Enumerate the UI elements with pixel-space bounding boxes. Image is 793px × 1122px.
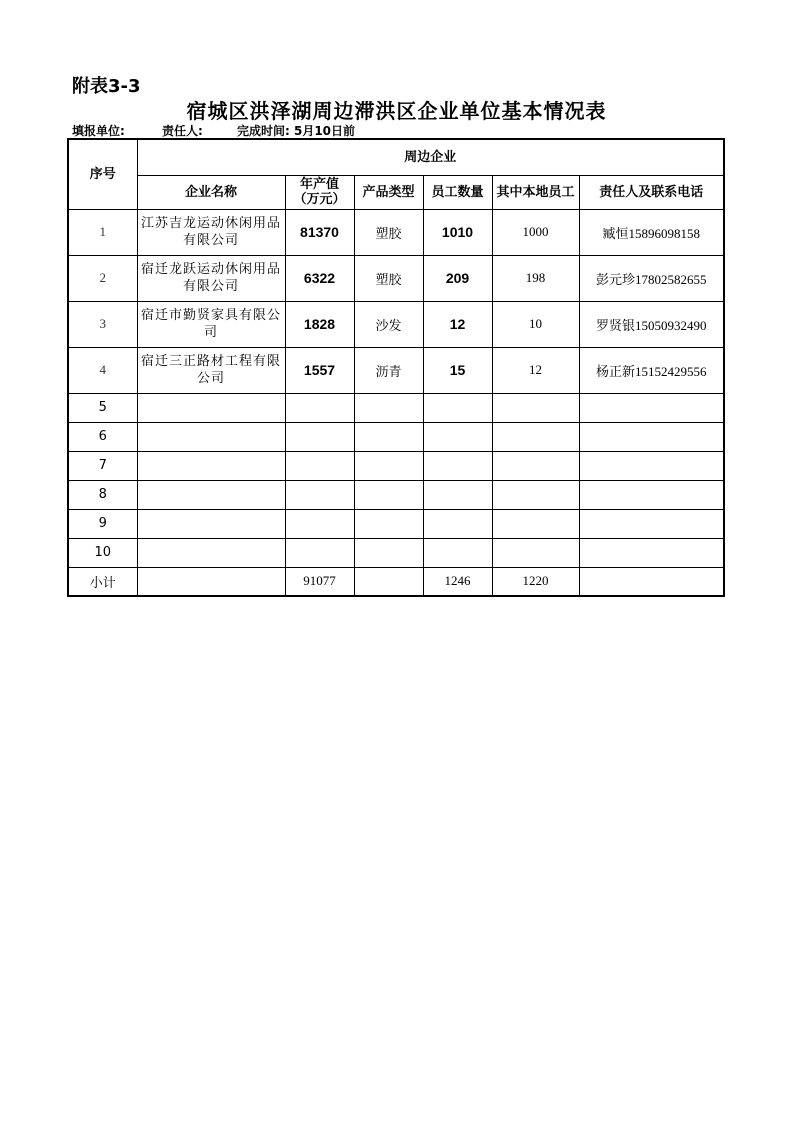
total-local-staff: 1220 [492, 567, 579, 596]
row-contact: 杨正新15152429556 [579, 347, 724, 393]
row-local-staff: 12 [492, 347, 579, 393]
table-row [68, 255, 724, 301]
row-contact: 臧恒15896098158 [579, 209, 724, 255]
row-local-staff: 198 [492, 255, 579, 301]
row-output: 1557 [285, 347, 354, 393]
row-local-staff: 1000 [492, 209, 579, 255]
row-serial: 3 [68, 301, 137, 347]
row-staff: 12 [423, 301, 492, 347]
row-output: 1828 [285, 301, 354, 347]
form-meta [72, 122, 355, 139]
enterprise-table [67, 138, 725, 597]
row-serial: 9 [68, 509, 137, 538]
row-output: 6322 [285, 255, 354, 301]
annex-label: 附表3-3 [72, 76, 141, 97]
row-company-name: 宿迁三正路材工程有限公司 [137, 347, 285, 393]
row-output: 81370 [285, 209, 354, 255]
completion-time-label: 完成时间: 5月10日前 [237, 124, 356, 138]
row-serial: 6 [68, 422, 137, 451]
row-product: 塑胶 [354, 255, 423, 301]
responsible-label: 责任人: [162, 124, 203, 138]
table-row [68, 347, 724, 393]
row-staff: 209 [423, 255, 492, 301]
empty-row [68, 509, 724, 538]
row-contact: 彭元珍17802582655 [579, 255, 724, 301]
fill-unit-label: 填报单位: [72, 124, 125, 138]
row-company-name: 宿迁市勤贤家具有限公司 [137, 301, 285, 347]
row-serial: 1 [68, 209, 137, 255]
row-serial: 10 [68, 538, 137, 567]
row-staff: 1010 [423, 209, 492, 255]
header-product: 产品类型 [354, 175, 423, 209]
empty-row [68, 422, 724, 451]
empty-row [68, 451, 724, 480]
header-output: 年产值（万元） [285, 175, 354, 209]
row-serial: 8 [68, 480, 137, 509]
row-serial: 7 [68, 451, 137, 480]
row-local-staff: 10 [492, 301, 579, 347]
row-serial: 5 [68, 393, 137, 422]
total-row [68, 567, 724, 596]
row-product: 塑胶 [354, 209, 423, 255]
row-product: 沥青 [354, 347, 423, 393]
row-company-name: 宿迁龙跃运动休闲用品有限公司 [137, 255, 285, 301]
header-contact: 责任人及联系电话 [579, 175, 724, 209]
row-contact: 罗贤银15050932490 [579, 301, 724, 347]
empty-row [68, 393, 724, 422]
row-product: 沙发 [354, 301, 423, 347]
header-name: 企业名称 [137, 175, 285, 209]
header-group: 周边企业 [137, 139, 724, 175]
total-staff: 1246 [423, 567, 492, 596]
page-title: 宿城区洪泽湖周边滞洪区企业单位基本情况表 [186, 99, 607, 123]
row-staff: 15 [423, 347, 492, 393]
row-serial: 4 [68, 347, 137, 393]
header-serial: 序号 [68, 139, 137, 209]
row-company-name: 江苏吉龙运动休闲用品有限公司 [137, 209, 285, 255]
total-label: 小计 [68, 567, 137, 596]
row-serial: 2 [68, 255, 137, 301]
header-staff: 员工数量 [423, 175, 492, 209]
table-row [68, 301, 724, 347]
total-output: 91077 [285, 567, 354, 596]
table-row [68, 209, 724, 255]
empty-row [68, 480, 724, 509]
empty-row [68, 538, 724, 567]
header-local-staff: 其中本地员工 [492, 175, 579, 209]
